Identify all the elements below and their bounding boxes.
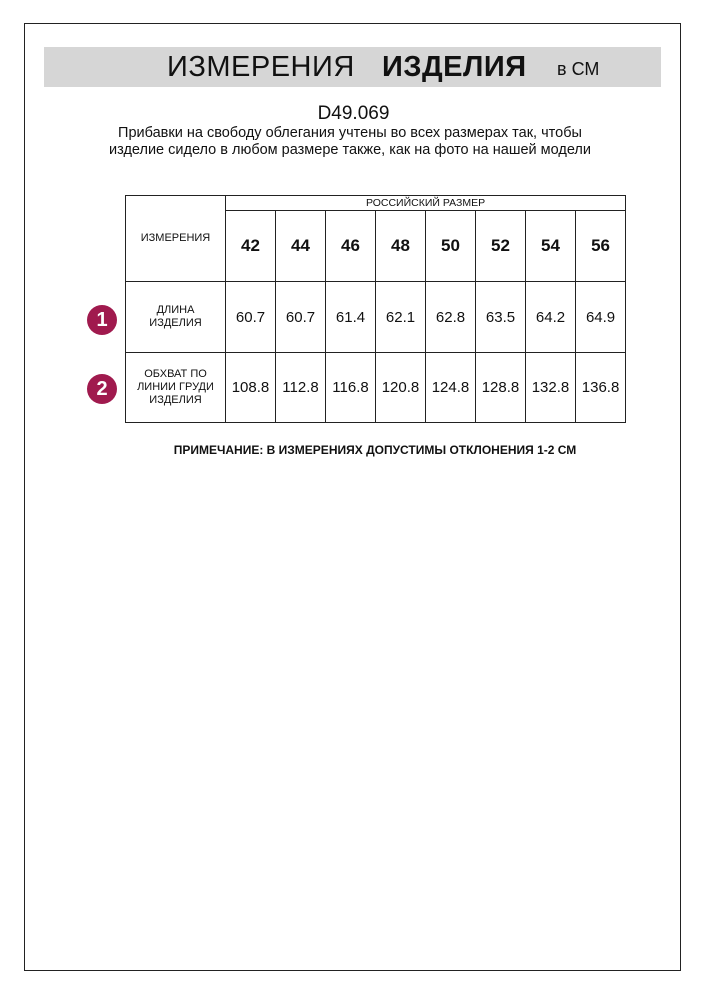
- table-row: [126, 282, 626, 353]
- value-cell: 60.7: [276, 282, 326, 353]
- size-table: [125, 195, 626, 423]
- value-cell: 116.8: [326, 353, 376, 423]
- row-label-line: ИЗДЕЛИЯ: [149, 394, 202, 406]
- value-cell: 64.2: [526, 282, 576, 353]
- table-row: [126, 353, 626, 423]
- value-cell: 132.8: [526, 353, 576, 423]
- size-header: 50: [426, 211, 476, 282]
- value-cell: 62.8: [426, 282, 476, 353]
- value-cell: 62.1: [376, 282, 426, 353]
- page-title-item: ИЗДЕЛИЯ: [382, 51, 527, 83]
- value-cell: 124.8: [426, 353, 476, 423]
- size-header: 46: [326, 211, 376, 282]
- size-header: 54: [526, 211, 576, 282]
- size-group-header: РОССИЙСКИЙ РАЗМЕР: [226, 196, 626, 211]
- fit-description: Прибавки на свободу облегания учтены во всех размерах так, чтобы изделие сидело в любом размере также, как на фото на нашей модели: [109, 125, 591, 158]
- article-number: D49.069: [317, 103, 390, 124]
- page-frame: [24, 23, 681, 971]
- size-header: 56: [576, 211, 626, 282]
- row-label-line: ОБХВАТ ПО: [144, 368, 207, 380]
- size-header: 52: [476, 211, 526, 282]
- row-label-line: ДЛИНА: [156, 304, 195, 316]
- value-cell: 60.7: [226, 282, 276, 353]
- value-cell: 108.8: [226, 353, 276, 423]
- unit-label: в СМ: [557, 59, 600, 79]
- row-number-badge: 1: [87, 305, 117, 335]
- size-header: 48: [376, 211, 426, 282]
- row-label-line: ИЗДЕЛИЯ: [149, 317, 202, 329]
- row-label-length: [126, 282, 226, 353]
- value-cell: 61.4: [326, 282, 376, 353]
- value-cell: 120.8: [376, 353, 426, 423]
- value-cell: 64.9: [576, 282, 626, 353]
- value-cell: 128.8: [476, 353, 526, 423]
- size-header: 44: [276, 211, 326, 282]
- row-label-chest: [126, 353, 226, 423]
- tolerance-note: ПРИМЕЧАНИЕ: В ИЗМЕРЕНИЯХ ДОПУСТИМЫ ОТКЛОНЕНИЯ 1-2 СМ: [173, 443, 577, 457]
- page-title-measurements: ИЗМЕРЕНИЯ: [167, 51, 355, 83]
- measure-header: ИЗМЕРЕНИЯ: [126, 196, 226, 282]
- row-label-line: ЛИНИИ ГРУДИ: [137, 381, 214, 393]
- value-cell: 63.5: [476, 282, 526, 353]
- size-header: 42: [226, 211, 276, 282]
- row-number-badge: 2: [87, 374, 117, 404]
- value-cell: 136.8: [576, 353, 626, 423]
- value-cell: 112.8: [276, 353, 326, 423]
